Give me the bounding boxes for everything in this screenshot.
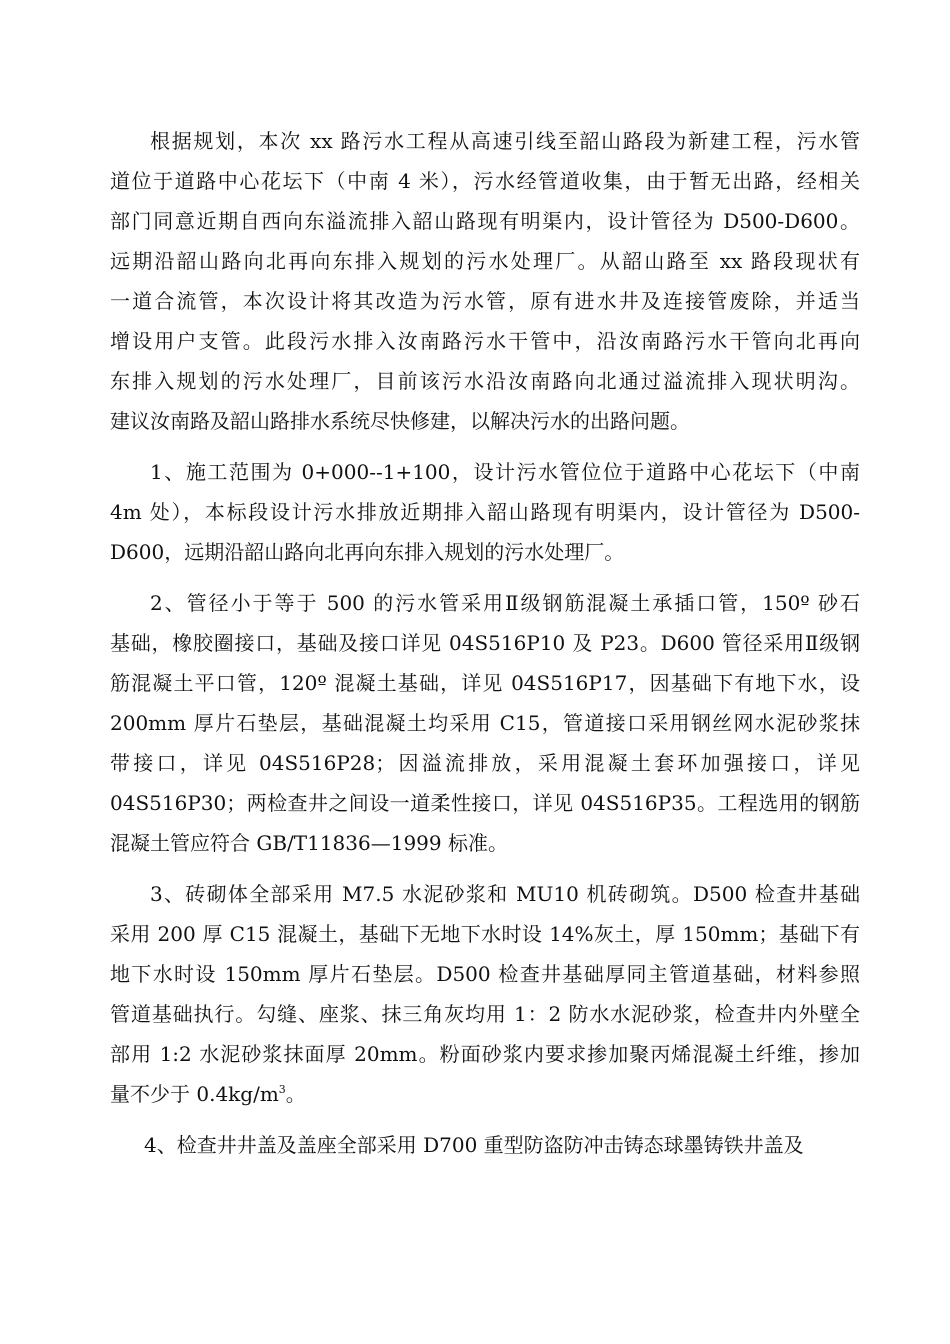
text-line: 基础，橡胶圈接口，基础及接口详见 04S516P10 及 P23。D600 管径采用Ⅱ级钢 <box>110 631 860 655</box>
text-line: D600，远期沿韶山路向北再向东排入规划的污水处理厂。 <box>110 540 625 564</box>
superscript: 3 <box>278 1083 286 1096</box>
text-line: 地下水时设 150mm 厚片石垫层。D500 检查井基础厚同主管道基础，材料参照 <box>110 962 860 986</box>
text-line: 道位于道路中心花坛下（中南 4 米），污水经管道收集，由于暂无出路，经相关 <box>110 169 860 193</box>
text-line: 4m 处），本标段设计污水排放近期排入韶山路现有明渠内，设计管径为 D500- <box>110 500 860 524</box>
text-line: 部用 1:2 水泥砂浆抹面厚 20mm。粉面砂浆内要求掺加聚丙烯混凝土纤维，掺加 <box>110 1042 860 1066</box>
text-fragment: 量不少于 0.4kg/m <box>110 1082 279 1106</box>
text-line: 采用 200 厚 C15 混凝土，基础下无地下水时设 14%灰土，厚 150mm；基础下有 <box>110 922 860 946</box>
text-line: 部门同意近期自西向东溢流排入韶山路现有明渠内，设计管径为 D500-D600。 <box>110 209 860 233</box>
text-line: 混凝土管应符合 GB/T11836—1999 标准。 <box>110 831 508 855</box>
paragraph-overview <box>110 121 860 441</box>
paragraph-item-3 <box>110 874 860 1114</box>
text-line: 带接口，详见 04S516P28；因溢流排放，采用混凝土套环加强接口，详见 <box>110 751 860 775</box>
text-line <box>110 1074 860 1114</box>
text-line: 04S516P30；两检查井之间设一道柔性接口，详见 04S516P35。工程选用的钢筋 <box>110 791 860 815</box>
text-line: 筋混凝土平口管，120º 混凝土基础，详见 04S516P17，因基础下有地下水，设 <box>110 671 860 695</box>
text-line: 根据规划，本次 xx 路污水工程从高速引线至韶山路段为新建工程，污水管 <box>150 129 860 153</box>
text-line: 管道基础执行。勾缝、座浆、抹三角灰均用 1：2 防水水泥砂浆，检查井内外壁全 <box>110 1002 860 1026</box>
text-line: 一道合流管，本次设计将其改造为污水管，原有进水井及连接管废除，并适当 <box>110 289 860 313</box>
text-line: 4、检查井井盖及盖座全部采用 D700 重型防盗防冲击铸态球墨铸铁井盖及 <box>144 1133 804 1157</box>
text-line: 1、施工范围为 0+000--1+100，设计污水管位位于道路中心花坛下（中南 <box>150 460 860 484</box>
text-line: 2、管径小于等于 500 的污水管采用Ⅱ级钢筋混凝土承插口管，150º 砂石 <box>150 591 860 615</box>
paragraph-item-2 <box>110 583 860 863</box>
paragraph-item-1 <box>110 452 860 572</box>
text-line: 3、砖砌体全部采用 M7.5 水泥砂浆和 MU10 机砖砌筑。D500 检查井基础 <box>150 882 860 906</box>
text-fragment: 。 <box>285 1082 306 1106</box>
paragraph-item-4 <box>110 1125 860 1165</box>
document-body <box>110 121 860 1165</box>
text-line: 增设用户支管。此段污水排入汝南路污水干管中，沿汝南路污水干管向北再向 <box>110 329 860 353</box>
text-line: 200mm 厚片石垫层，基础混凝土均采用 C15，管道接口采用钢丝网水泥砂浆抹 <box>110 711 860 735</box>
text-line: 东排入规划的污水处理厂，目前该污水沿汝南路向北通过溢流排入现状明沟。 <box>110 369 860 393</box>
text-line: 建议汝南路及韶山路排水系统尽快修建，以解决污水的出路问题。 <box>110 409 690 433</box>
text-line: 远期沿韶山路向北再向东排入规划的污水处理厂。从韶山路至 xx 路段现状有 <box>110 249 860 273</box>
